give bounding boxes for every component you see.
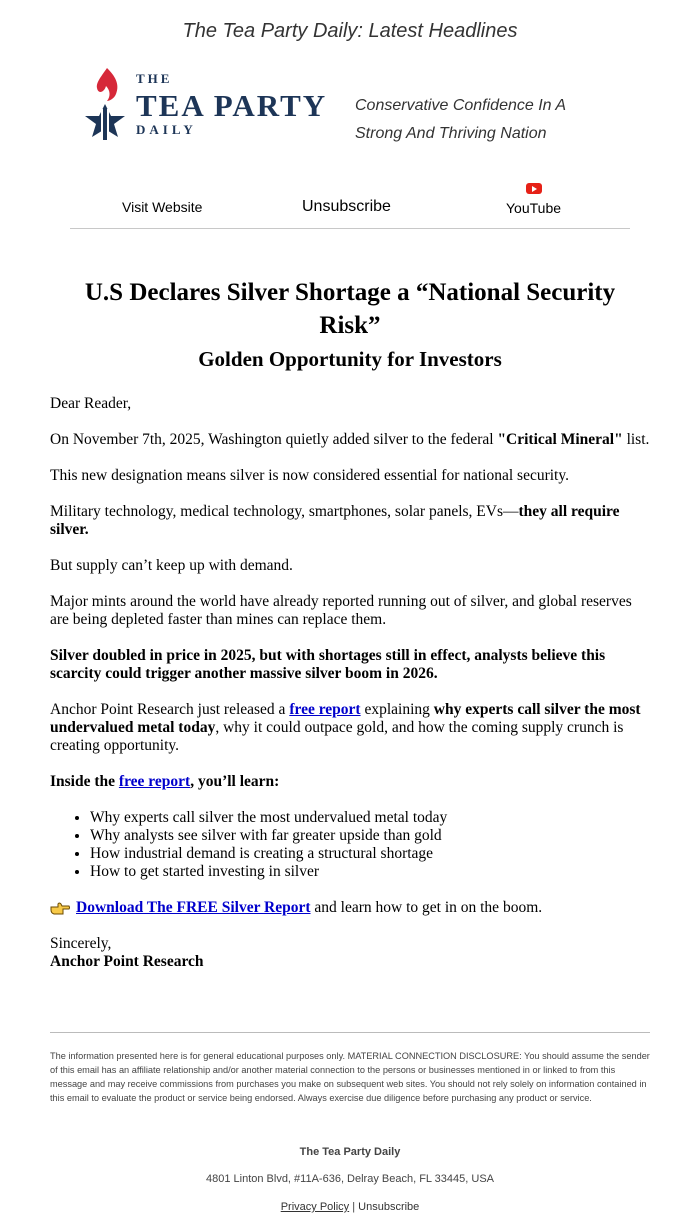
list-item: • Why analysts see silver with far greater upside than gold — [90, 827, 650, 845]
tagline: Conservative Confidence In A Strong And Thriving Nation — [355, 97, 566, 142]
privacy-policy-link[interactable]: Privacy Policy — [280, 1201, 350, 1213]
paragraph-6: Silver doubled in price in 2025, but with shortages still in effect, analysts believe this scarcity could trigger another massive silver boom in 2026. — [50, 647, 606, 682]
list-item: • How to get started investing in silver — [90, 863, 650, 881]
visit-website-link[interactable]: Visit Website — [122, 199, 203, 215]
youtube-icon[interactable] — [526, 183, 542, 194]
logo-text-the: THE — [136, 71, 173, 86]
greeting: Dear Reader, — [50, 395, 132, 412]
logo-text-daily: DAILY — [136, 122, 197, 137]
footer-company: The Tea Party Daily — [299, 1146, 401, 1158]
disclaimer: The information presented here is for general educational purposes only. MATERIAL CONNECTION DISCLOSURE: You should assume the sender of this email has an affiliate relationship and/or another material connection to the persons or businesses mentioned in or linked to from this message and may receive commissions from purchases you make on subsequent web sites. You should not rely solely on information contained in this email to evaluate the product or service being endorsed. Always exercise due diligence before purchasing any product or service. — [50, 1051, 650, 1103]
free-report-link-2[interactable]: free report — [118, 773, 191, 790]
signoff: Sincerely, Anchor Point Research — [50, 935, 204, 970]
torch-star-icon — [80, 64, 130, 142]
free-report-link[interactable]: free report — [289, 701, 361, 718]
footer-divider — [50, 1032, 650, 1033]
signature: Anchor Point Research — [50, 953, 204, 970]
pointing-hand-icon — [50, 901, 70, 915]
newsletter-title: The Tea Party Daily: Latest Headlines — [182, 20, 518, 42]
paragraph-1: On November 7th, 2025, Washington quietly added silver to the federal "Critical Mineral" list. — [50, 431, 650, 448]
paragraph-2: This new designation means silver is now considered essential for national security. — [50, 467, 569, 484]
unsubscribe-link[interactable]: Unsubscribe — [302, 198, 391, 215]
paragraph-5: Major mints around the world have already reported running out of silver, and global reserves are being depleted faster than mines can replace them. — [50, 593, 632, 628]
headline: U.S Declares Silver Shortage a “National Security Risk” — [84, 279, 616, 339]
critical-mineral-bold: "Critical Mineral" — [497, 431, 623, 448]
article-body — [50, 395, 650, 989]
list-item: • Why experts call silver the most undervalued metal today — [90, 809, 650, 827]
footer-address: 4801 Linton Blvd, #11A-636, Delray Beach, FL 33445, USA — [205, 1173, 494, 1185]
paragraph-7: Anchor Point Research just released a free report explaining why experts call silver the most undervalued metal today, why it could outpace gold, and how the coming supply crunch is creating opportunity. — [50, 701, 641, 754]
download-report-link[interactable]: Download The FREE Silver Report — [76, 899, 311, 916]
cta-paragraph: Download The FREE Silver Report and learn how to get in on the boom. — [50, 899, 650, 917]
paragraph-4: But supply can’t keep up with demand. — [50, 557, 293, 574]
youtube-link[interactable]: YouTube — [506, 200, 562, 216]
tea-party-daily-logo[interactable] — [80, 64, 335, 144]
learn-intro: Inside the free report, you’ll learn: — [50, 773, 280, 790]
subheadline: Golden Opportunity for Investors — [198, 347, 502, 371]
learn-list — [50, 809, 650, 881]
footer-links: Privacy Policy | Unsubscribe — [280, 1201, 420, 1213]
logo-text-tea-party: TEA PARTY — [136, 88, 328, 123]
footer-unsubscribe-link[interactable]: Unsubscribe — [358, 1201, 420, 1213]
list-item: • How industrial demand is creating a structural shortage — [90, 845, 650, 863]
paragraph-3: Military technology, medical technology, smartphones, solar panels, EVs—they all require silver. — [50, 503, 620, 538]
header-nav — [70, 180, 630, 229]
